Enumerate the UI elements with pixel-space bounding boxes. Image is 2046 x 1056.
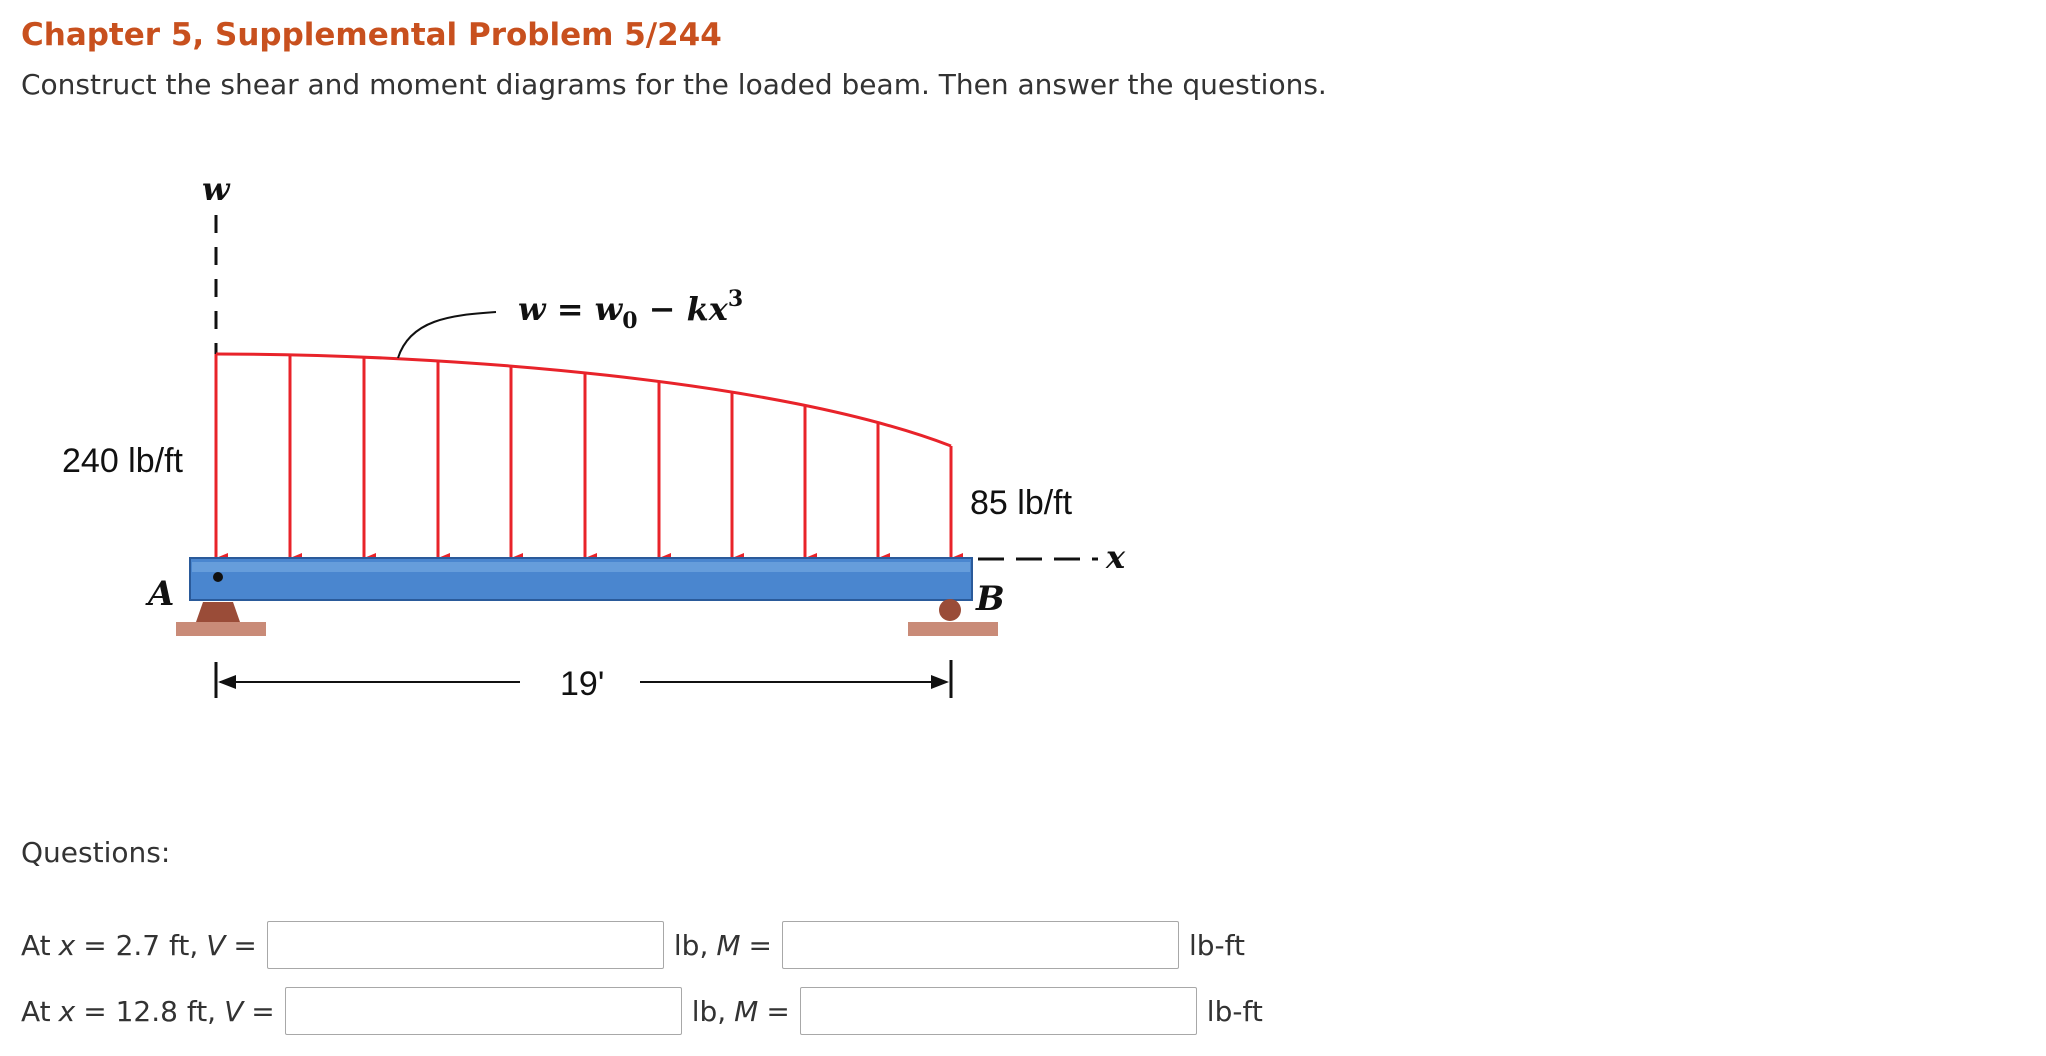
shear-unit-1: lb, <box>673 928 709 962</box>
beam-figure <box>0 140 1200 760</box>
moment-input-1[interactable] <box>782 921 1179 969</box>
moment-unit-2: lb-ft <box>1206 994 1263 1028</box>
load-arrows <box>216 354 951 558</box>
equation-rhs: − kx <box>637 290 728 328</box>
question-row-2 <box>21 986 1263 1036</box>
support-a-pin <box>196 602 240 622</box>
question-row-1 <box>21 920 1245 970</box>
shear-unit-2: lb, <box>691 994 727 1028</box>
moment-unit-1: lb-ft <box>1188 928 1245 962</box>
dimension-arrow-right <box>931 675 949 689</box>
load-label-right: 85 lb/ft <box>970 484 1073 522</box>
equation-subscript: 0 <box>622 308 638 334</box>
span-label: 19' <box>560 665 605 703</box>
support-a-ground <box>176 622 266 636</box>
shear-input-2[interactable] <box>285 987 682 1035</box>
moment-input-2[interactable] <box>800 987 1197 1035</box>
load-equation <box>518 286 743 334</box>
question-var-v: V <box>224 994 244 1028</box>
load-label-left: 240 lb/ft <box>62 442 183 480</box>
question-var-m: M <box>716 928 741 962</box>
w-axis-label: w <box>202 170 230 208</box>
question-prefix: At <box>21 994 51 1028</box>
shear-input-1[interactable] <box>267 921 664 969</box>
questions-heading: Questions: <box>21 836 171 869</box>
question-var-x: x <box>58 928 76 962</box>
question-eq-v: = <box>251 994 275 1028</box>
pin-dot <box>213 572 223 582</box>
problem-instructions: Construct the shear and moment diagrams for the loaded beam. Then answer the questions. <box>21 68 1327 101</box>
question-x-value: = 2.7 ft, <box>83 928 199 962</box>
beam-highlight <box>192 562 970 572</box>
question-var-v: V <box>206 928 226 962</box>
question-prefix: At <box>21 928 51 962</box>
question-x-value: = 12.8 ft, <box>83 994 217 1028</box>
support-b-ground <box>908 622 998 636</box>
equation-leader <box>398 312 496 358</box>
support-b-label: B <box>976 579 1005 619</box>
question-eq-m: = <box>748 928 772 962</box>
question-eq-m: = <box>766 994 790 1028</box>
question-var-x: x <box>58 994 76 1028</box>
support-a-label: A <box>148 574 175 614</box>
x-axis-label: x <box>1106 538 1126 576</box>
problem-title: Chapter 5, Supplemental Problem 5/244 <box>21 17 722 53</box>
dimension-arrow-left <box>218 675 236 689</box>
support-b-roller <box>939 599 961 621</box>
equation-exponent: 3 <box>727 286 744 312</box>
question-var-m: M <box>734 994 759 1028</box>
question-eq-v: = <box>233 928 257 962</box>
equation-lhs: w = w <box>518 290 623 328</box>
